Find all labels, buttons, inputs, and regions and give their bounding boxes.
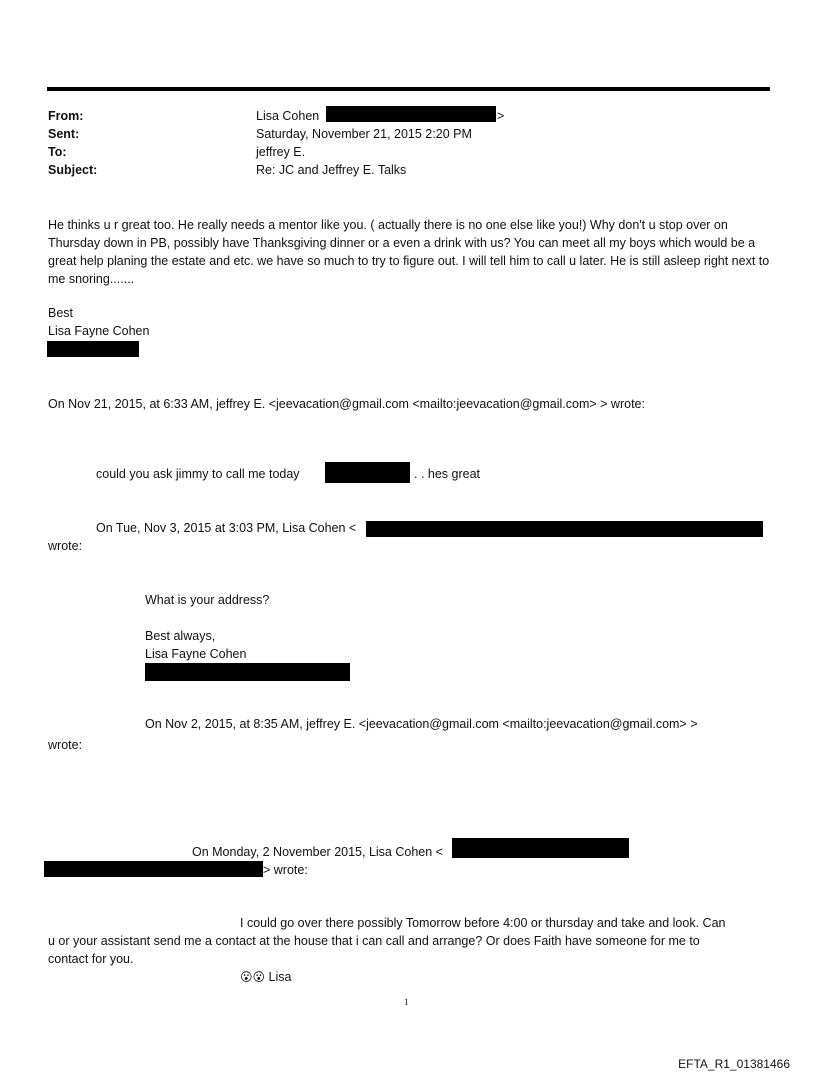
quote1-header: On Nov 21, 2015, at 6:33 AM, jeffrey E. <jeevacation@gmail.com <mailto:jeevacation@gmail.com> > wrote: <box>48 397 645 411</box>
document-id: EFTA_R1_01381466 <box>678 1057 790 1071</box>
to-value: jeffrey E. <box>256 145 306 159</box>
quote2-closing: Best always, <box>145 629 216 643</box>
quote4-message-line3: contact for you. <box>48 952 134 966</box>
from-value-suffix: > <box>497 109 505 123</box>
quote4-signoff-line <box>240 970 291 984</box>
sent-label: Sent: <box>48 127 80 141</box>
page-number: 1 <box>404 997 409 1007</box>
quote2-message: What is your address? <box>145 593 270 607</box>
redaction-block <box>366 521 763 537</box>
quote2-header: On Tue, Nov 3, 2015 at 3:03 PM, Lisa Cohen < <box>96 521 357 535</box>
face-emoji-icon: 😮😮 <box>240 970 266 984</box>
redaction-block <box>47 341 139 357</box>
quote2-header-end: wrote: <box>48 539 83 553</box>
quote1-message-end: . . hes great <box>414 467 481 481</box>
from-value: Lisa Cohen <box>256 109 320 123</box>
to-label: To: <box>48 145 67 159</box>
quote4-message-line1: I could go over there possibly Tomorrow before 4:00 or thursday and take and look. Can <box>240 916 726 930</box>
redaction-block <box>326 106 496 122</box>
quote2-signature: Lisa Fayne Cohen <box>145 647 247 661</box>
from-label: From: <box>48 109 84 123</box>
quote4-header: On Monday, 2 November 2015, Lisa Cohen < <box>192 845 443 859</box>
quote3-header: On Nov 2, 2015, at 8:35 AM, jeffrey E. <jeevacation@gmail.com <mailto:jeevacation@gmail.com> > <box>145 717 698 731</box>
subject-value: Re: JC and Jeffrey E. Talks <box>256 163 407 177</box>
sent-value: Saturday, November 21, 2015 2:20 PM <box>256 127 472 141</box>
subject-label: Subject: <box>48 163 98 177</box>
quote4-message-line2: u or your assistant send me a contact at the house that i can call and arrange? Or does Faith have someone for me to <box>48 934 700 948</box>
body-closing: Best <box>48 306 74 320</box>
redaction-block <box>44 861 263 877</box>
quote1-message-start: could you ask jimmy to call me today <box>96 467 300 481</box>
redaction-block <box>145 663 350 681</box>
quote3-header-end: wrote: <box>48 738 83 752</box>
redaction-block <box>325 462 410 483</box>
redaction-block <box>452 838 629 858</box>
quote4-header-end: > wrote: <box>263 863 308 877</box>
quote4-signoff: Lisa <box>268 970 292 984</box>
body-signature: Lisa Fayne Cohen <box>48 324 150 338</box>
header-divider <box>47 87 770 91</box>
body-paragraph: He thinks u r great too. He really needs a mentor like you. ( actually there is no one else like you!) Why don't u stop over on Thursday down in PB, possibly have Thanksgiving dinner or a even a drink with us? You can meet all my boys which would be a great help planing the estate and etc. we have so much to try to figure out. I will tell him to call u later. He is still asleep right next to me snoring....... <box>48 218 770 286</box>
